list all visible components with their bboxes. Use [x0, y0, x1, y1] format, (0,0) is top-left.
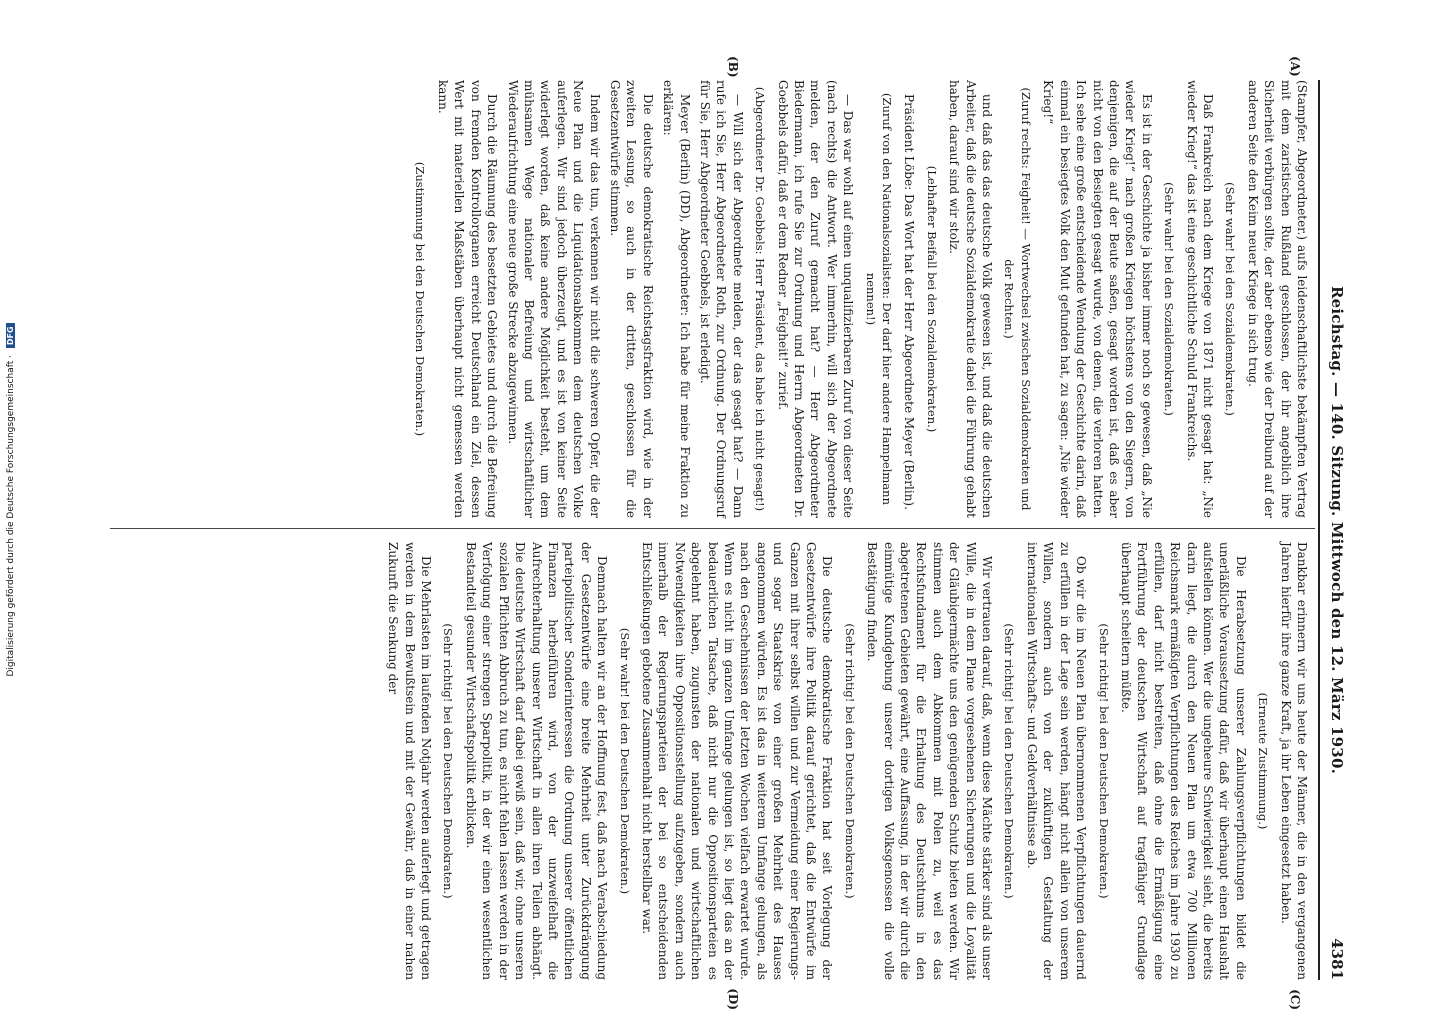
paragraph: Die deutsche demokratische Fraktion hat seit Vorlegung der Gesetzentwürfe ihre Politik darauf gerichtet, daß die Entwürfe im Ganzen mit ihrer selbst willen und zur Vermeidung einer Regierungs- und sogar Staatskrise von einer großen Mehrheit des Hauses angenommen würden. Es ist das in weiterem Umfange gelungen, als nach den Geschehnissen der letzten Wochen vielfach erwartet wurde. Wenn es nicht im ganzen Umfange gelungen ist, so liegt das an der bedauerlichen Tatsache, daß nicht nur die Oppositionsparteien es abgelehnt haben, zugunsten der nationalen und wirtschaftlichen Notwendigkeiten ihre Oppositionsstellung aufzugeben, sondern auch innerhalb der Regierungsparteien der bei so entscheidenden Entschließungen gebotene Zusammenhalt nicht herstellbar war. [639, 542, 835, 980]
header-title: Reichstag. — 140. Sitzung. Mittwoch den 12. März 1930. [1328, 285, 1346, 775]
paragraph: Wir vertrauen darauf, daß, wenn diese Mächte stärker sind als unser Wille, die in dem Plane vorgesehenen Sicherungen und die Loyalität der Gläubigermächte uns den genügenden Schutz bieten werden. Wir stimmen auch dem Abkommen mit Polen zu, weil es das Rechtsfundament für die Erhaltung des Deutschtums in den abgetretenen Gebieten gewährt, eine Auffassung, in der wir durch die einmütige Kundgebung unserer dortigen Volksgenossen die volle Bestätigung finden. [865, 542, 995, 980]
paragraph: Ob wir die im Neuen Plan übernommenen Verpflichtungen dauernd zu erfüllen in der Lage sein werden, hängt nicht allein von unserem Willen, sondern auch von der zukünftigen Gestaltung der internationalen Wirtschafts- und Geldverhältnisse ab. [1024, 542, 1089, 980]
stage-direction: (Sehr richtig! bei den Deutschen Demokraten.) [842, 623, 857, 899]
stage-direction: (Zuruf rechts: Feigheit! — Wortwechsel zwischen Sozialdemokraten und der Rechten.) [1002, 87, 1033, 511]
paragraph: Durch die Räumung des besetzten Gebietes und durch die Befreiung von fremden Kontrollorganen erreicht Deutschland ein Ziel, dessen Wert mit materiellen Maßstäben überhaupt nicht gemessen werden kann. [435, 80, 500, 518]
stage-direction: (Sehr wahr! bei den Sozialdemokraten.) [1162, 182, 1177, 416]
margin-label-b: (B) [726, 56, 740, 78]
paragraph: Die Mehrlasten im laufenden Notjahr werden auferlegt und getragen werden in dem Bewußtsein und mit der Gewähr, daß in einer nahen Zukunft die Senkung der [386, 542, 434, 980]
page-content [100, 56, 1350, 1010]
margin-label-d: (D) [726, 988, 740, 1010]
stage-direction: (Abgeordneter Dr. Goebbels: Herr Präsident, das habe ich nicht gesagt!) [753, 86, 768, 512]
stage-direction: (Erneute Zustimmung.) [1256, 692, 1271, 830]
dfg-logo: DFG [6, 323, 15, 348]
margin-label-c: (C) [1288, 989, 1302, 1010]
left-column [406, 80, 1310, 518]
paragraph: Demnach halten wir an der Hoffnung fest, daß nach Verabschiedung der Gesetzentwürfe eine breite Mehrheit unter Zurückdrängung parteipolitischer Sonderinteressen die Ordnung unserer öffentlichen Finanzen herbeiführen wird, von der unzweifelhaft die Aufrechterhaltung unserer Wirtschaft in allen ihren Teilen abhängt. Die deutsche Wirtschaft darf dabei gewiß sein, daß wir, ohne unseren sozialen Pflichten Abbruch zu tun, es nicht fehlen lassen werden in der Verfolgung einer strengen Sparpolitik, in der wir einen wesentlichen Bestandteil gesunder Wirtschaftspolitik erblicken. [463, 542, 610, 980]
paragraph: Indem wir das tun, verkennen wir nicht die schweren Opfer, die der Neue Plan und die Liquidationsabkommen dem deutschen Volke auferlegen. Wir sind jedoch überzeugt, und es ist von keiner Seite widerlegt worden, daß keine andere Möglichkeit besteht, um dem mühsamen Wege nationaler Befreiung und wirtschaftlicher Wiederaufrichtung eine neue große Strecke abzugewinnen. [505, 80, 602, 518]
paragraph: — Will sich der Abgeordnete melden, der das gesagt hat? — Dann rufe ich Sie, Herr Abgeordneter Roth, zur Ordnung. Der Ordnungsruf für Sie, Herr Abgeordneter Goebbels, ist erledigt. [698, 80, 745, 518]
header-rule [1318, 80, 1320, 980]
stage-direction: (Sehr richtig! bei den Deutschen Demokraten.) [441, 623, 456, 899]
paragraph: Dankbar erinnern wir uns heute der Männer, die in den vergangenen Jahren hierfür ihre ganze Kraft, ja ihr Leben eingesetzt haben. [1278, 542, 1309, 980]
margin-label-a: (A) [1288, 56, 1302, 77]
stage-direction: (Sehr richtig! bei den Deutschen Demokraten.) [1096, 623, 1111, 899]
credit-text: Digitalisierung gefördert durch die Deutsche Forschungsgemeinschaft · [6, 355, 16, 677]
paragraph: (Stampfer, Abgeordneter.) aufs leidenschaftlichste bekämpften Vertrag mit dem zaristischen Rußland geschlossen, der ihr angeblich ihre Sicherheit verbürgen sollte, der aber ebenso wie der Dreibund auf der anderen Seite den Keim neuer Kriege in sich trug. [1245, 80, 1309, 518]
paragraph: Die deutsche demokratische Reichstagsfraktion wird, wie in der zweiten Lesung, so auch in der dritten, geschlossen für die Gesetzentwürfe stimmen. [607, 80, 655, 518]
column-divider [110, 528, 1315, 529]
stage-direction: (Lebhafter Beifall bei den Sozialdemokraten.) [924, 165, 939, 433]
paragraph: Es ist in der Geschichte ja bisher immer noch so gewesen, daß „Nie wieder Krieg!“ nach großen Kriegen höchstens von den Siegern, von denjenigen, die auf der Beute saßen, gesagt worden ist, daß es aber nicht von den Besiegten gesagt wurde, von denen, die verloren hatten. Ich sehe eine große entscheidende Wendung der Geschichte darin, daß einmal ein besiegtes Volk den Mut gefunden hat, zu sagen: „Nie wieder Krieg!“ [1041, 80, 1154, 518]
scanned-page [100, 56, 1350, 1010]
stage-direction: (Sehr wahr! bei den Deutschen Demokraten.) [617, 627, 632, 895]
paragraph: Meyer (Berlin) (DD), Abgeordneter: Ich habe für meine Fraktion zu erklären: [661, 80, 692, 518]
paragraph: Präsident Löbe: Das Wort hat der Herr Abgeordnete Meyer (Berlin). [902, 94, 917, 510]
stage-direction: (Sehr wahr! bei den Sozialdemokraten.) [1223, 182, 1238, 416]
paragraph: und daß das das deutsche Volk gewesen ist, und daß die deutschen Arbeiter, daß die deutsche Sozialdemokratie dabei die Führung gehabt haben, darauf sind wir stolz. [947, 80, 995, 518]
paragraph: Die Herabsetzung unserer Zahlungsverpflichtungen bildet die unerläßliche Voraussetzung dafür, daß wir überhaupt einen Haushalt aufstellen können. Wer die ungeheure Schwierigkeit sieht, die bereits darin liegt, die durch den Neuen Plan um etwa 700 Millionen Reichsmark ermäßigten Verpflichtungen des Reiches im Jahre 1930 zu erfüllen, darf nicht bestreiten, daß ohne die Ermäßigung eine Fortführung der deutschen Wirtschaft auf tragfähiger Grundlage überhaupt scheitern müßte. [1118, 542, 1248, 980]
stage-direction: (Sehr richtig! bei den Deutschen Demokraten.) [1002, 623, 1017, 899]
page-header [1320, 80, 1350, 980]
stage-direction: (Zustimmung bei den Deutschen Demokraten.) [413, 161, 428, 437]
stage-direction: (Zuruf von den Nationalsozialisten: Der darf hier andere Hampelmann nennen!) [863, 93, 895, 505]
paragraph: — Das war wohl auf einen unqualifizierbaren Zuruf von dieser Seite (nach rechts) die Antwort. Wer immerhin, will sich der Abgeordnete melden, der den Zuruf gemacht hat? — Herr Abgeordneter Biedermann, ich rufe Sie zur Ordnung und Herrn Abgeordneten Dr. Goebbels dafür, daß er dem Redner „Feigheit!“ zurief. [775, 80, 856, 518]
page-number: 4381 [1328, 938, 1346, 980]
right-column [381, 542, 1310, 980]
paragraph: Daß Frankreich nach dem Kriege von 1871 nicht gesagt hat: „Nie wieder Krieg!“ das ist eine geschichtliche Schuld Frankreichs. [1184, 80, 1215, 518]
digitization-credit [0, 0, 22, 1000]
